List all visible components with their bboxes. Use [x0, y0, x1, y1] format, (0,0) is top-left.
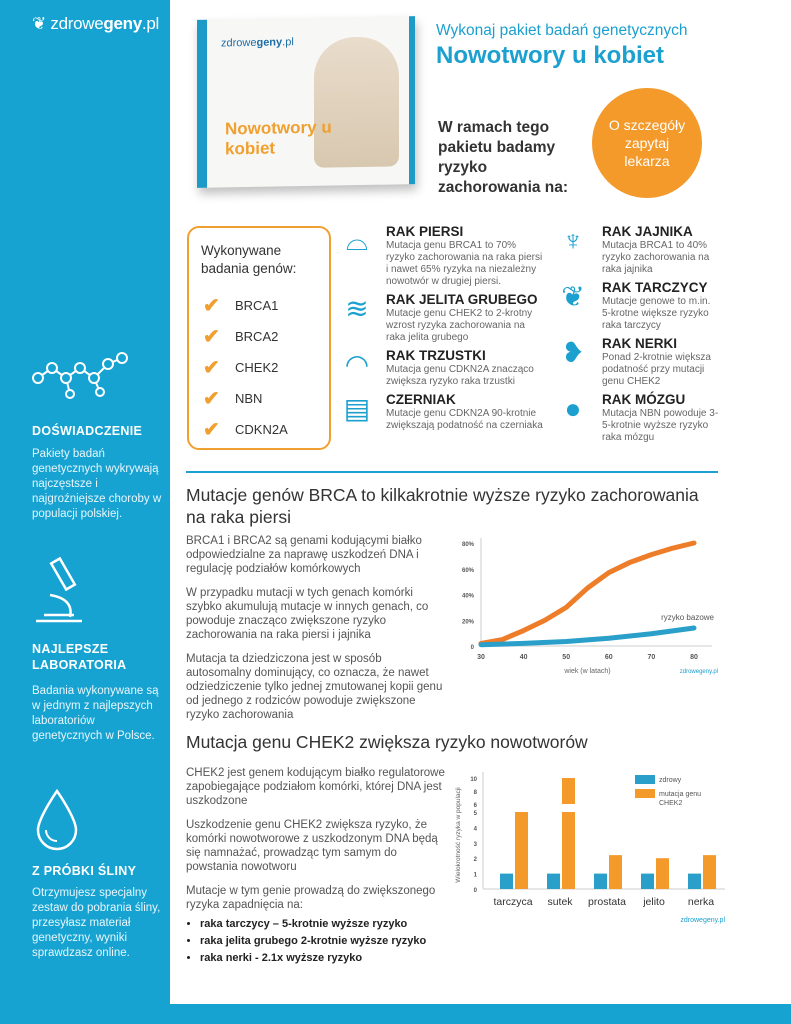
check-icon: ✔ — [203, 357, 220, 379]
x-tick-label: 70 — [647, 654, 656, 661]
header-subtitle: Wykonaj pakiet badań genetycznych — [436, 22, 688, 39]
gene-label: BRCA2 — [235, 329, 279, 344]
x-tick-label: 50 — [562, 654, 571, 661]
cancer-desc: Mutacje genu CHEK2 to 2-krotny wzrost ryzyka zachorowania na raka jelita grubego — [386, 308, 533, 343]
paragraph: Mutacje w tym genie prowadzą do zwiększonego ryzyka zapadnięcia na: — [186, 885, 436, 911]
cancer-text — [602, 280, 722, 332]
brca-heading: Mutacje genów BRCA to kilkakrotnie wyższe ryzyko zachorowania na raka piersi — [186, 485, 699, 527]
paragraph: BRCA1 i BRCA2 są genami kodującymi białko odpowiedzialne za naprawę uszkodzeń DNA i regulację podziałów komórkowych — [186, 535, 422, 575]
genes-panel — [187, 226, 331, 450]
gene-item — [203, 383, 288, 414]
cancer-desc: Mutacje genowe to m.in. 5-krotne większe ryzyko raka tarczycy — [602, 296, 711, 331]
cancer-title: RAK JAJNIKA — [602, 224, 693, 239]
gene-item — [203, 321, 288, 352]
intro-text: W ramach tego pakietu badamy ryzyko zachorowania na: — [438, 119, 569, 196]
thyroid-icon: ❦ — [561, 281, 585, 312]
bottom-bar — [170, 1004, 791, 1024]
intestine-icon: ≋ — [345, 293, 369, 324]
cancer-text — [386, 292, 546, 344]
gene-item — [203, 290, 288, 321]
uterus-icon: ♆ — [562, 225, 584, 256]
brain-icon: ● — [564, 393, 582, 424]
x-tick-label: 30 — [477, 654, 485, 661]
sidebar-heading-experience: DOŚWIADCZENIE — [32, 424, 143, 438]
y-tick-label: 0 — [470, 645, 474, 651]
logo-text-bold: geny — [103, 14, 142, 33]
ask-doctor-badge: O szczegóły zapytaj lekarza — [592, 88, 702, 198]
paragraph: Uszkodzenie genu CHEK2 zwiększa ryzyko, że komórki nowotworowe z uszkodzonym DNA będą się namnażać, prowadząc tym samym do powstania nowotworu — [186, 819, 438, 873]
category-label: prostata — [588, 896, 626, 908]
sidebar-heading-saliva: Z PRÓBKI ŚLINY — [32, 864, 137, 878]
x-tick-label: 80 — [690, 654, 698, 661]
sidebar-text-experience: Pakiety badań genetycznych wykrywają najczęstsze i najgroźniejsze choroby w populacji polskiej. — [32, 448, 162, 520]
logo-domain: .pl — [141, 14, 159, 33]
x-tick-label: 60 — [604, 654, 613, 661]
genes-title: Wykonywane badania genów: — [201, 243, 297, 276]
product-box-image — [197, 16, 415, 188]
bar-mutation-upper — [562, 778, 575, 804]
chek2-risk-bar-chart — [450, 760, 740, 935]
logo-text: zdrowe — [50, 14, 104, 33]
legend-swatch — [635, 775, 655, 784]
series-line — [481, 543, 694, 643]
brca-text — [186, 534, 448, 722]
cancer-item — [552, 224, 722, 276]
gene-label: BRCA1 — [235, 298, 279, 313]
legend-label: zdrowy — [659, 777, 682, 784]
cancer-title: RAK TARCZYCY — [602, 280, 708, 295]
cancer-item — [336, 392, 546, 432]
legend-label-cont: CHEK2 — [659, 800, 683, 807]
y-axis-label: Wielokrotność ryzyka w populacji — [455, 787, 462, 883]
cancer-item — [336, 348, 546, 388]
box-logo-domain: .pl — [282, 36, 294, 49]
check-icon: ✔ — [203, 326, 220, 348]
gene-label: CHEK2 — [235, 360, 279, 375]
divider — [186, 471, 718, 473]
cancer-text — [602, 224, 722, 276]
category-label: jelito — [643, 896, 665, 908]
cancer-text — [386, 348, 546, 388]
y-tick-label: 0 — [473, 888, 477, 894]
box-title: Nowotwory u kobiet — [225, 117, 332, 159]
cancer-title: RAK PIERSI — [386, 224, 464, 239]
drop-icon — [32, 788, 82, 853]
cancer-desc: Ponad 2-krotnie większa podatność przy mutacji genu CHEK2 — [602, 352, 711, 387]
category-label: sutek — [547, 896, 573, 908]
bra-icon: ⌓ — [345, 225, 369, 256]
y-tick-label: 40% — [461, 593, 474, 600]
check-icon: ✔ — [203, 295, 220, 317]
bullet-item: • raka nerki - 2.1x wyższe ryzyko — [200, 950, 448, 967]
cancer-title: CZERNIAK — [386, 392, 456, 407]
category-label: nerka — [687, 896, 715, 908]
cancer-item — [336, 224, 546, 288]
bullet-item: • raka jelita grubego 2-krotnie wyższe ryzyko — [200, 933, 448, 950]
bar-mutation — [609, 855, 622, 889]
cancer-desc: Mutacje genu CDKN2A 90-krotnie zwiększają podatność na czerniaka — [386, 408, 543, 431]
cancer-desc: Mutacja BRCA1 to 40% ryzyko zachorowania na raka jajnika — [602, 240, 710, 275]
series-label: ryzyko bazowe — [661, 612, 714, 622]
y-tick-label: 20% — [461, 619, 474, 626]
box-logo — [221, 36, 294, 49]
logo[interactable] — [32, 14, 159, 34]
bar-healthy — [500, 874, 513, 889]
cancer-item — [552, 280, 722, 332]
bar-mutation — [562, 812, 575, 889]
molecule-icon — [30, 350, 140, 400]
box-logo-bold: geny — [256, 36, 283, 49]
cancer-list-left — [336, 224, 546, 432]
paragraph: Mutacja ta dziedziczona jest w sposób autosomalny dominujący, co oznacza, że nawet odziedziczenie tylko jednej zmutowanej kopii genu od jednego z rodziców powoduje zwiększone ryzyko zachorowania — [186, 653, 443, 721]
cancer-text — [386, 392, 546, 432]
cancer-title: RAK MÓZGU — [602, 392, 686, 407]
category-label: tarczyca — [493, 896, 533, 908]
cancer-text — [602, 336, 722, 388]
cancer-title: RAK JELITA GRUBEGO — [386, 292, 538, 307]
cancer-text — [602, 392, 722, 444]
y-tick-label: 3 — [473, 841, 477, 848]
page-title: Nowotwory u kobiet — [436, 42, 664, 69]
cancer-item — [552, 392, 722, 444]
sidebar-text-saliva: Otrzymujesz specjalny zestaw do pobrania śliny, przesyłasz materiał genetyczny, wyniki sprawdzasz online. — [32, 887, 161, 959]
box-logo-text: zdrowe — [221, 36, 257, 50]
check-icon: ✔ — [203, 388, 220, 410]
bar-mutation — [703, 855, 716, 889]
chart-watermark: zdrowegeny.pl — [679, 669, 718, 675]
y-tick-label: 6 — [473, 803, 477, 809]
risk-bullets — [186, 916, 448, 967]
cancer-desc: Mutacja genu BRCA1 to 70% ryzyko zachorowania na raka piersi i nawet 65% ryzyka na niezależny nowotwór w drugiej piersi. — [386, 240, 543, 287]
gene-item — [203, 414, 288, 445]
microscope-icon — [30, 555, 90, 630]
cancer-title: RAK TRZUSTKI — [386, 348, 486, 363]
cancer-text — [386, 224, 546, 288]
y-tick-label: 4 — [473, 826, 477, 833]
y-tick-label: 80% — [461, 542, 474, 548]
y-tick-label: 5 — [473, 811, 477, 817]
chart-watermark: zdrowegeny.pl — [680, 917, 725, 924]
pancreas-icon: ◠ — [344, 349, 370, 380]
bullet-item: • raka tarczycy – 5-krotnie wyższe ryzyko — [200, 916, 448, 933]
y-tick-label: 10 — [470, 777, 477, 783]
bar-healthy — [688, 874, 701, 889]
chek2-text — [186, 766, 448, 967]
sidebar-text-labs: Badania wykonywane są w jednym z najlepszych laboratoriów genetycznych w Polsce. — [32, 685, 159, 742]
bar-mutation — [515, 812, 528, 889]
cancer-title: RAK NERKI — [602, 336, 678, 351]
bar-healthy — [594, 874, 607, 889]
bar-mutation — [656, 858, 669, 889]
check-icon: ✔ — [203, 419, 220, 441]
gene-item — [203, 352, 288, 383]
genes-list — [203, 290, 288, 445]
cancer-item — [336, 292, 546, 344]
sidebar-heading-labs: NAJLEPSZE LABORATORIA — [32, 642, 127, 672]
y-tick-label: 8 — [473, 790, 477, 796]
cancer-desc: Mutacja genu CDKN2A znacząco zwiększa ryzyko raka trzustki — [386, 364, 534, 387]
x-tick-label: 40 — [519, 654, 528, 661]
sunbed-icon: ▤ — [343, 393, 371, 424]
legend-swatch — [635, 789, 655, 798]
x-axis-label: wiek (w latach) — [564, 668, 611, 675]
paragraph: W przypadku mutacji w tych genach komórki szybko akumulują mutacje w innych genach, co powoduje znacząco zwiększone ryzyko zachorowania na raka piersi i jajnika — [186, 587, 429, 641]
gene-label: CDKN2A — [235, 422, 288, 437]
y-tick-label: 1 — [473, 872, 477, 879]
y-tick-label: 60% — [461, 567, 474, 574]
bar-healthy — [547, 874, 560, 889]
brca-risk-line-chart — [450, 530, 740, 690]
cancer-list-right — [552, 224, 722, 444]
legend-label: mutacja genu — [659, 791, 702, 798]
y-tick-label: 2 — [473, 857, 477, 864]
bar-healthy — [641, 874, 654, 889]
dna-icon: ❦ — [32, 14, 46, 33]
cancer-desc: Mutacja NBN powoduje 3-5-krotnie wyższe ryzyko raka mózgu — [602, 408, 719, 443]
cancer-item — [552, 336, 722, 388]
gene-label: NBN — [235, 391, 263, 406]
kidney-icon: ❥ — [561, 337, 585, 368]
chek2-heading: Mutacja genu CHEK2 zwiększa ryzyko nowotworów — [186, 732, 588, 752]
paragraph: CHEK2 jest genem kodującym białko regulatorowe zapobiegające podziałom komórki, której DNA jest uszkodzone — [186, 767, 445, 807]
